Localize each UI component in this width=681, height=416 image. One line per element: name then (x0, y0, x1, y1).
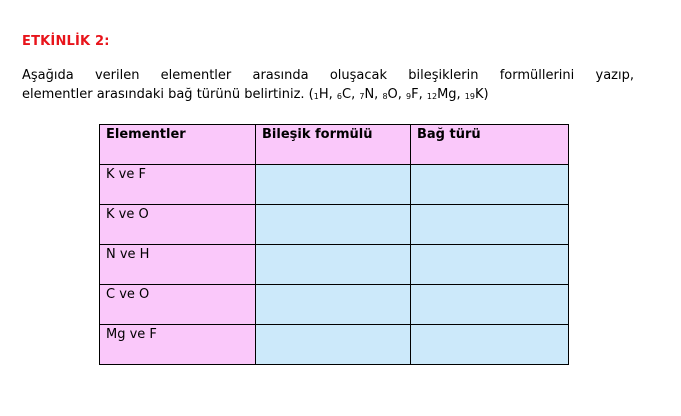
element-symbol: N (364, 87, 375, 102)
table-row (100, 165, 569, 205)
bond-answer-cell[interactable] (411, 165, 569, 205)
table-row (100, 245, 569, 285)
row-elements-cell: K ve O (100, 205, 256, 245)
bond-answer-cell[interactable] (411, 325, 569, 365)
element-symbol: Mg (437, 87, 457, 102)
element-separator: , (418, 87, 427, 102)
header-bilesik-formulu: Bileşik formülü (256, 125, 411, 165)
table-row (100, 285, 569, 325)
row-elements-cell: K ve F (100, 165, 256, 205)
instructions-line-2-text: elementler arasındaki bağ türünü belirtiniz. ( (22, 87, 314, 102)
formula-answer-cell[interactable] (256, 165, 411, 205)
instructions-line-2 (22, 85, 634, 105)
formula-answer-cell[interactable] (256, 205, 411, 245)
atomic-number: 12 (426, 92, 438, 101)
bond-answer-cell[interactable] (411, 205, 569, 245)
element-o (382, 87, 406, 102)
element-symbol: K (474, 87, 484, 102)
element-symbol: C (342, 87, 352, 102)
formula-answer-cell[interactable] (256, 285, 411, 325)
row-elements-cell: Mg ve F (100, 325, 256, 365)
atomic-number: 9 (406, 92, 412, 101)
element-separator: , (456, 87, 465, 102)
row-elements-cell: C ve O (100, 285, 256, 325)
formula-answer-cell[interactable] (256, 325, 411, 365)
element-separator: , (374, 87, 383, 102)
table-header-row (100, 125, 569, 165)
element-mg (427, 87, 465, 102)
formula-answer-cell[interactable] (256, 245, 411, 285)
element-f (406, 87, 427, 102)
element-separator: ) (483, 87, 489, 102)
element-symbol: O (387, 87, 398, 102)
element-separator: , (351, 87, 360, 102)
element-separator: , (397, 87, 407, 102)
element-c (337, 87, 359, 102)
atomic-number: 6 (336, 92, 342, 101)
atomic-number: 19 (464, 92, 475, 101)
table-row (100, 205, 569, 245)
header-elementler: Elementler (100, 125, 256, 165)
row-elements-cell: N ve H (100, 245, 256, 285)
element-k (465, 87, 489, 102)
atomic-number: 8 (382, 92, 388, 101)
atomic-number: 1 (313, 92, 319, 101)
element-n (359, 87, 382, 102)
instructions-paragraph (22, 66, 634, 105)
bond-answer-cell[interactable] (411, 285, 569, 325)
bond-answer-cell[interactable] (411, 245, 569, 285)
table-row (100, 325, 569, 365)
element-symbol: F (411, 87, 419, 102)
activity-title: ETKİNLİK 2: (22, 34, 110, 49)
instructions-line-1: Aşağıda verilen elementler arasında oluşacak bileşiklerin formüllerini yazıp, (22, 68, 634, 83)
atomic-number: 7 (359, 92, 365, 101)
answer-table (99, 124, 569, 365)
header-bag-turu: Bağ türü (411, 125, 569, 165)
element-separator: , (328, 87, 337, 102)
element-list (314, 87, 489, 102)
element-h (314, 87, 337, 102)
element-symbol: H (318, 87, 329, 102)
